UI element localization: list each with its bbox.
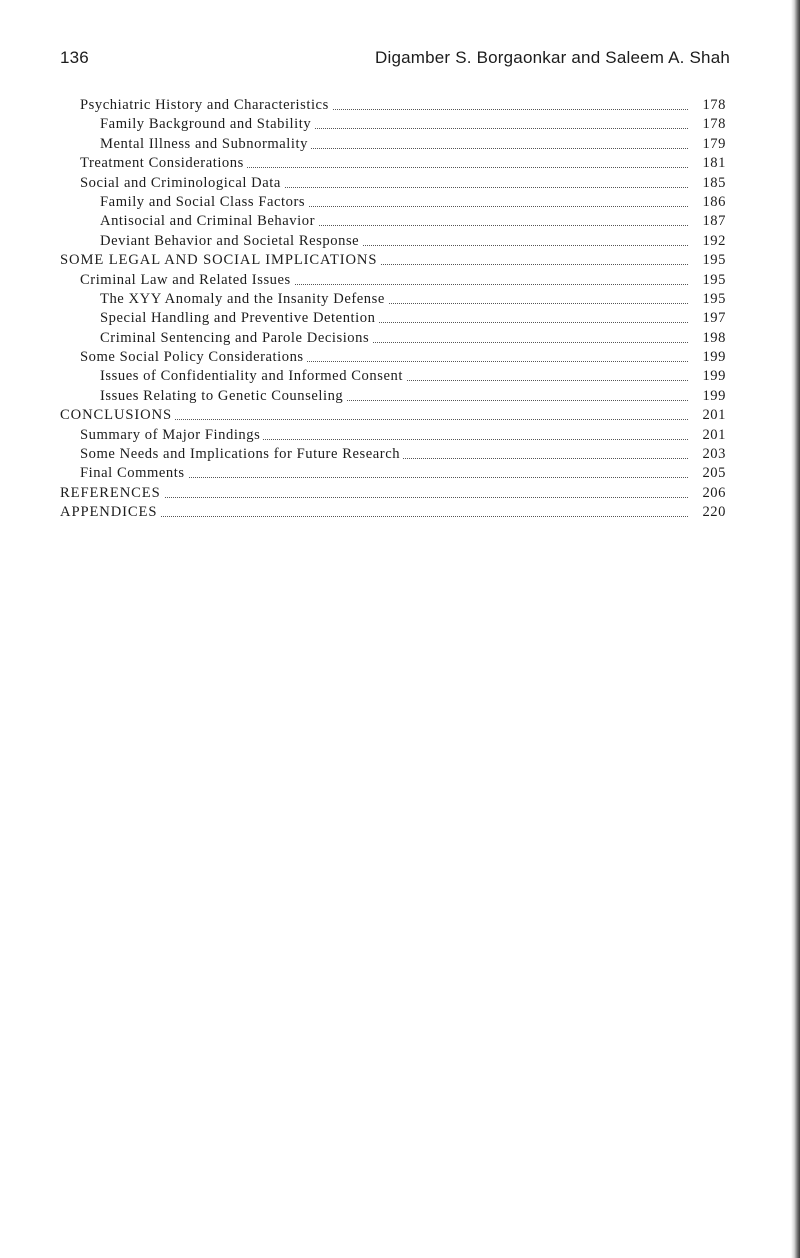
toc-entry [60, 115, 726, 134]
toc-entry [60, 290, 726, 309]
toc-entry-title: Special Handling and Preventive Detention [100, 309, 378, 328]
toc-entry-title: Summary of Major Findings [80, 426, 263, 445]
toc-entry [60, 251, 726, 270]
toc-entry [60, 174, 726, 193]
toc-entry-title: CONCLUSIONS [60, 406, 175, 425]
running-title: Digamber S. Borgaonkar and Saleem A. Shah [374, 48, 730, 67]
toc-entry [60, 406, 726, 425]
toc-entry-title: Mental Illness and Subnormality [100, 135, 311, 154]
toc-entry-title: Criminal Law and Related Issues [80, 271, 294, 290]
page-number: 136 [60, 48, 89, 67]
toc-entry-page: 201 [699, 406, 726, 425]
toc-entry [60, 484, 726, 503]
toc-entry-page: 199 [699, 367, 726, 386]
toc-entry [60, 154, 726, 173]
toc-entry-page: 178 [699, 96, 726, 115]
toc-entry-title: Treatment Considerations [80, 154, 247, 173]
toc-entry-page: 197 [699, 309, 726, 328]
page-edge-shadow [791, 0, 800, 1258]
toc-entry-page: 206 [699, 484, 726, 503]
toc-entry-page: 186 [699, 193, 726, 212]
toc-entry-page: 195 [699, 251, 726, 270]
toc-entry-page: 198 [699, 329, 726, 348]
toc-entry-page: 195 [699, 290, 726, 309]
toc-entry [60, 212, 726, 231]
toc-entry-page: 195 [699, 271, 726, 290]
toc-entry [60, 271, 726, 290]
toc-entry-page: 205 [699, 464, 726, 483]
toc-entry-title: Family and Social Class Factors [100, 193, 308, 212]
toc-entry-title: Social and Criminological Data [80, 174, 284, 193]
toc-entry [60, 445, 726, 464]
toc-entry-title: Deviant Behavior and Societal Response [100, 232, 362, 251]
toc-entry-title: Antisocial and Criminal Behavior [100, 212, 318, 231]
toc-entry [60, 96, 726, 115]
table-of-contents [60, 96, 726, 523]
toc-entry-title: Family Background and Stability [100, 115, 314, 134]
toc-entry-page: 199 [699, 348, 726, 367]
toc-entry-title: Issues of Confidentiality and Informed Consent [100, 367, 406, 386]
toc-entry-title: The XYY Anomaly and the Insanity Defense [100, 290, 388, 309]
toc-entry [60, 348, 726, 367]
toc-entry-page: 220 [699, 503, 726, 522]
page-header [60, 48, 730, 72]
toc-entry [60, 367, 726, 386]
toc-entry-title: APPENDICES [60, 503, 160, 522]
toc-entry-title: REFERENCES [60, 484, 164, 503]
toc-entry-title: Final Comments [80, 464, 188, 483]
toc-entry-page: 201 [699, 426, 726, 445]
toc-entry [60, 387, 726, 406]
toc-entry [60, 329, 726, 348]
toc-entry-title: Criminal Sentencing and Parole Decisions [100, 329, 372, 348]
toc-entry [60, 193, 726, 212]
toc-entry-page: 178 [699, 115, 726, 134]
toc-entry [60, 309, 726, 328]
toc-entry-page: 203 [699, 445, 726, 464]
toc-entry-title: Psychiatric History and Characteristics [80, 96, 332, 115]
toc-entry [60, 232, 726, 251]
toc-entry-page: 187 [699, 212, 726, 231]
toc-entry [60, 135, 726, 154]
toc-entry-page: 181 [699, 154, 726, 173]
toc-entry-title: Some Needs and Implications for Future Research [80, 445, 403, 464]
toc-entry-page: 185 [699, 174, 726, 193]
toc-entry [60, 464, 726, 483]
toc-entry-page: 179 [699, 135, 726, 154]
toc-entry-title: Issues Relating to Genetic Counseling [100, 387, 346, 406]
toc-entry-title: Some Social Policy Considerations [80, 348, 307, 367]
toc-entry-page: 199 [699, 387, 726, 406]
toc-entry [60, 503, 726, 522]
toc-entry-page: 192 [699, 232, 726, 251]
toc-entry [60, 426, 726, 445]
toc-entry-title: SOME LEGAL AND SOCIAL IMPLICATIONS [60, 251, 380, 270]
